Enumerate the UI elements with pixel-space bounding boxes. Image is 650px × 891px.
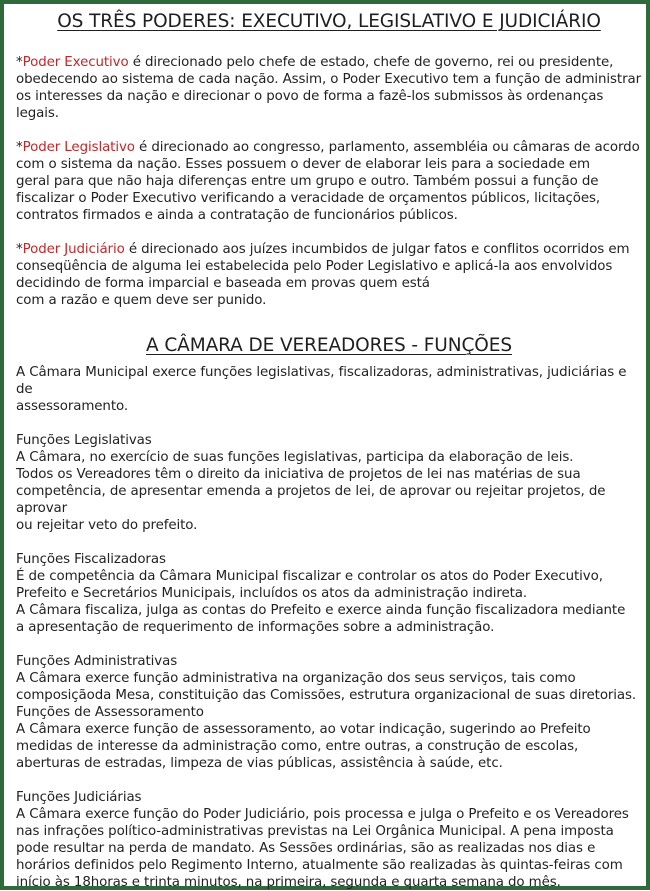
paragraph-poder-judiciario: [16, 241, 642, 309]
block-funcoes-legislativas: [16, 432, 642, 534]
paragraph-line: assessoramento.: [16, 399, 128, 414]
paragraph-line: geral para que não haja diferenças entre um grupo e outro. Também possui a função de: [16, 174, 599, 189]
paragraph-line: [16, 139, 642, 156]
term-poder-legislativo: Poder Legislativo: [22, 140, 135, 155]
paragraph-line: conseqüência de alguma lei estabelecida pelo Poder Legislativo e aplicá-la aos envolvidos: [16, 259, 613, 274]
paragraph-line: fiscalizar o Poder Executivo verificando a veracidade de orçamentos públicos, licitações,: [16, 191, 600, 206]
paragraph-line: A Câmara exerce função do Poder Judiciário, pois processa e julga o Prefeito e os Vereadores: [16, 807, 629, 822]
section-title-tres-poderes: OS TRÊS PODERES: EXECUTIVO, LEGISLATIVO E JUDICIÁRIO: [57, 11, 601, 32]
paragraph-line: A Câmara Municipal exerce funções legislativas, fiscalizadoras, administrativas, judiciárias e de: [16, 365, 627, 397]
paragraph-line: composiçãoda Mesa, constituição das Comissões, estrutura organizacional de suas diretorias.: [16, 688, 637, 703]
line-text: é direcionado ao congresso, parlamento, assembléia ou câmaras de acordo: [134, 140, 640, 155]
paragraph-line: Prefeito e Secretários Municipais, incluídos os atos da administração indireta.: [16, 586, 528, 601]
line-text: é direcionado pelo chefe de estado, chefe de governo, rei ou presidente,: [128, 55, 614, 70]
paragraph-intro: [16, 364, 642, 415]
paragraph-line: horários definidos pelo Regimento Interno, atualmente são realizadas às quintas-feiras com: [16, 858, 623, 873]
block-funcoes-judiciarias: [16, 789, 642, 891]
paragraph-line: com o sistema da nação. Esses possuem o dever de elaborar leis para a sociedade em: [16, 157, 590, 172]
paragraph-line: decidindo de forma imparcial e baseada em provas quem está: [16, 276, 430, 291]
paragraph-line: os interesses da nação e direcionar o povo de forma a fazê-los submissos às ordenanças legais.: [16, 89, 604, 121]
paragraph-line: aberturas de estradas, limpeza de vias públicas, assistência à saúde, etc.: [16, 756, 503, 771]
block-heading: Funções Judiciárias: [16, 790, 142, 805]
block-funcoes-administrativas: [16, 653, 642, 772]
paragraph-line: [16, 241, 642, 258]
bullet-asterisk: *: [16, 140, 23, 155]
bullet-asterisk: *: [16, 242, 23, 257]
paragraph-line: É de competência da Câmara Municipal fiscalizar e controlar os atos do Poder Executivo,: [16, 569, 603, 584]
paragraph-line: Todos os Vereadores têm o direito da iniciativa de projetos de lei nas matérias de sua: [16, 467, 581, 482]
paragraph-line: obedecendo ao sistema de cada nação. Assim, o Poder Executivo tem a função de administrar: [16, 72, 641, 87]
term-poder-executivo: Poder Executivo: [22, 55, 129, 70]
paragraph-line: A Câmara, no exercício de suas funções legislativas, participa da elaboração de leis.: [16, 450, 574, 465]
paragraph-line: contratos firmados e ainda a contratação de funcionários públicos.: [16, 208, 458, 223]
paragraph-line: a apresentação de requerimento de informações sobre a administração.: [16, 620, 495, 635]
paragraph-line: A Câmara fiscaliza, julga as contas do Prefeito e exerce ainda função fiscalizadora mediante: [16, 603, 626, 618]
block-heading: Funções Fiscalizadoras: [16, 552, 166, 567]
paragraph-line: nas infrações político-administrativas previstas na Lei Orgânica Municipal. A pena imposta: [16, 824, 614, 839]
line-text: é direcionado aos juízes incumbidos de julgar fatos e conflitos ocorridos em: [124, 242, 630, 257]
paragraph-line: aprovar: [16, 501, 68, 516]
paragraph-line: com a razão e quem deve ser punido.: [16, 293, 267, 308]
block-heading: Funções de Assessoramento: [16, 705, 204, 720]
paragraph-line: medidas de interesse da administração como, entre outras, a construção de escolas,: [16, 739, 579, 754]
document-content: [16, 10, 642, 891]
bullet-asterisk: *: [16, 55, 23, 70]
paragraph-line: [16, 54, 642, 71]
paragraph-line: ou rejeitar veto do prefeito.: [16, 518, 198, 533]
block-heading: Funções Administrativas: [16, 654, 178, 669]
paragraph-poder-legislativo: [16, 139, 642, 224]
section-title-camara-vereadores: A CÂMARA DE VEREADORES - FUNÇÕES: [146, 335, 512, 356]
paragraph-poder-executivo: [16, 54, 642, 122]
paragraph-line: A Câmara exerce função administrativa na organização dos seus serviços, tais como: [16, 671, 576, 686]
block-heading: Funções Legislativas: [16, 433, 152, 448]
block-funcoes-fiscalizadoras: [16, 551, 642, 636]
paragraph-line: competência, de apresentar emenda a projetos de lei, de aprovar ou rejeitar projetos, de: [16, 484, 606, 499]
paragraph-line: A Câmara exerce função de assessoramento, ao votar indicação, sugerindo ao Prefeito: [16, 722, 591, 737]
term-poder-judiciario: Poder Judiciário: [22, 242, 125, 257]
paragraph-line: pode resultar na perda de mandato. As Sessões ordinárias, são as realizadas nos dias e: [16, 841, 596, 856]
paragraph-line: início às 18horas e trinta minutos, na primeira, segunda e quarta semana do mês.: [16, 875, 561, 890]
